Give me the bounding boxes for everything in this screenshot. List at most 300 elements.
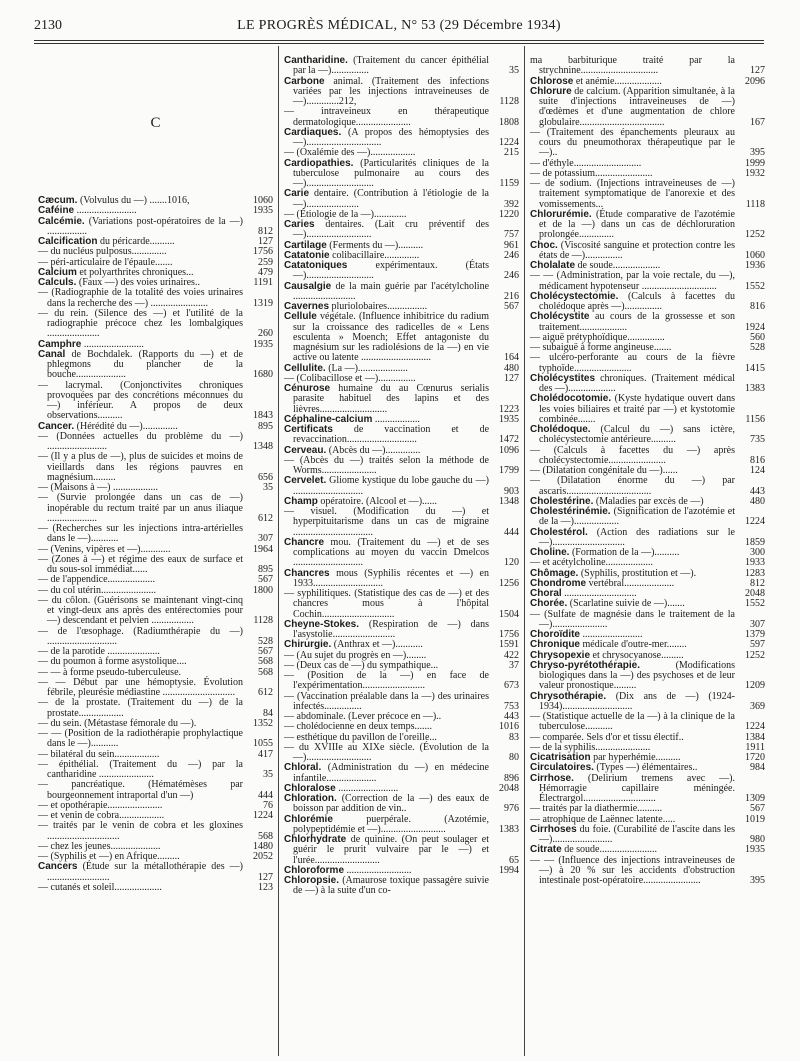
page-ref: 2048 [499, 782, 519, 794]
page-ref: 1924 [745, 321, 765, 333]
page-ref: 1159 [499, 178, 519, 189]
entry-headword: Cerveau. [284, 444, 327, 456]
entry-text: (Dix ans de —) (1924-1934)............................ [539, 690, 736, 712]
page-ref: 1720 [745, 752, 765, 763]
entry-text: — du poumon à forme asystolique.... [38, 656, 187, 668]
page-ref: 1383 [745, 383, 765, 394]
page-ref: 2096 [745, 75, 765, 87]
entry-text: — (Maisons à —) .................. [38, 482, 158, 493]
page-ref: 35 [509, 65, 519, 77]
entry-text: animal. (Traitement des infections variées par les injections intraveineuses de —).............212, [293, 75, 489, 107]
entry-text: — bilatéral du sein.................. [38, 748, 160, 760]
entry-headword: Calcium [38, 266, 77, 278]
page-ref: 392 [504, 198, 519, 210]
entry-text: — (Sulfate de magnésie dans le traitement de la —)...................... [530, 608, 735, 630]
page-ref: 1911 [745, 741, 765, 753]
entry-headword: Cénurose [284, 383, 331, 394]
page-ref: 1591 [499, 639, 519, 651]
page-ref: 76 [263, 799, 273, 811]
entry-text: — (Traitement des épanchements pleuraux au cours du pneumothorax thérapeutique par le —).. [530, 126, 735, 159]
entry-text: (Correction de la —) des eaux de boisson par addition de vin.. [293, 793, 490, 815]
page-ref: 83 [509, 731, 519, 743]
page-ref: 1935 [253, 205, 273, 217]
page-ref: 167 [750, 116, 765, 128]
page-ref: 1055 [253, 738, 273, 750]
page-ref: 1016 [499, 721, 519, 733]
entry-text: — pancréatique. (Hématémèses par bourgeonnement intraportal d'un —) [38, 779, 243, 801]
entry-text: — du sein. (Métastase fémorale du —). [38, 717, 197, 729]
entry-headword: Cholestérine. [530, 495, 594, 507]
entry-text: — de l'appendice................... [38, 574, 156, 586]
entry-text: .................. [374, 413, 420, 425]
entry-headword: Cardiaques. [284, 126, 342, 138]
entry-text: (Types —) élémentaires.. [596, 762, 698, 774]
page-ref: 976 [504, 803, 519, 815]
page-ref: 2052 [253, 851, 273, 862]
page-ref: 1379 [745, 629, 765, 640]
entry-text: (Étude comparative de l'azotémie et de la —) dans un cas de déchloruration prolongée.............. [539, 208, 735, 241]
entry-headword: Cholédoque. [530, 424, 591, 435]
index-entry [284, 876, 519, 897]
index-entry [530, 87, 765, 128]
index-column-2 [284, 56, 519, 897]
entry-text: dentaire. (Contribution à l'étiologie de la —)..................... [293, 188, 489, 210]
index-entry [530, 56, 765, 77]
page-ref: 896 [504, 772, 519, 784]
page-ref: 1118 [745, 198, 765, 210]
page-ref: 1932 [745, 167, 765, 179]
entry-text: Gliome kystique du lobe gauche du —) ............................ [293, 475, 489, 497]
page-ref: 1224 [745, 516, 765, 528]
entry-text: de calcium. (Apparition simultanée, à la suite d'injections intraveineuses de —) d'œdèmes et d'une augmentation de chlore globulaire.................................. [539, 85, 735, 128]
entry-headword: Catatonie [284, 249, 330, 261]
entry-text: colibacillaire.............. [332, 249, 420, 261]
entry-headword: Cholalate [530, 260, 576, 271]
entry-headword: Cardiopathies. [284, 157, 354, 169]
index-entry [38, 821, 273, 842]
entry-headword: Chloral. [284, 762, 322, 774]
page-ref: 1224 [745, 721, 765, 733]
entries-column-3 [530, 56, 765, 886]
entry-headword: Cholécystites [530, 372, 596, 384]
entry-text: — chez les jeunes.................... [38, 840, 161, 852]
page-ref: 307 [258, 533, 273, 545]
entry-headword: Circulatoires. [530, 762, 594, 774]
index-entry [284, 692, 519, 713]
index-entry [38, 288, 273, 309]
entry-headword: Chorée. [530, 598, 568, 610]
entry-text: du foie. (Curabilité de l'ascite dans les —)........................ [539, 823, 736, 845]
entry-text: (Volvulus du —) .......1016, [79, 195, 190, 206]
entry-text: vertébral.................... [588, 577, 675, 589]
entry-headword: Chlorure [530, 85, 572, 97]
page-ref: 216 [504, 290, 519, 302]
page-ref: 37 [509, 659, 519, 671]
index-entry [284, 425, 519, 446]
page-ref: 1283 [745, 567, 765, 579]
entry-headword: Champ [284, 495, 318, 507]
page-ref: 984 [750, 762, 765, 774]
entry-text: — — (Administration, par la voie rectale, du —), médicament hypotenseur .............................. [530, 270, 735, 292]
entry-text: (Anthrax et —)........... [333, 639, 423, 651]
page-ref: 1756 [499, 629, 519, 640]
entry-text: — (Dilatation énorme du —) par ascaris.................................. [530, 475, 735, 497]
index-entry [530, 374, 765, 395]
index-entry [284, 128, 519, 149]
entry-text: — syphilitiques. (Statistique des cas de —) et des chancres mous à l'hôpital Cochin............................. [284, 588, 489, 620]
entry-text: (Ferments du —).......... [329, 239, 424, 251]
index-entry [38, 524, 273, 545]
index-entry [284, 56, 519, 77]
journal-title: LE PROGRÈS MÉDICAL, N° 53 (29 Décembre 1934) [237, 18, 561, 33]
entry-text: — subaiguë à forme angineuse....... [530, 342, 672, 353]
page-ref: 123 [258, 881, 273, 893]
index-entry [284, 107, 519, 128]
page-ref: 895 [258, 564, 273, 575]
entry-text: — du rein. (Silence des —) et l'utilité de la radiographie précoce chez les lombalgiques ..................... [38, 307, 243, 340]
page-ref: 65 [509, 854, 519, 866]
page-ref: 567 [504, 301, 519, 312]
page-ref: 1935 [745, 844, 765, 856]
entry-text: (Calculs à facettes du cholédoque après —)............... [539, 290, 736, 312]
entry-text: de vaccination et de revaccination............................ [293, 424, 490, 446]
entries-column-1 [38, 196, 273, 893]
entry-text: et anémie................... [575, 75, 662, 87]
page-ref: 1191 [253, 277, 273, 288]
entry-text: ........................ [76, 205, 137, 217]
index-entry [38, 678, 273, 699]
page-ref: 1383 [499, 823, 519, 835]
index-entry [530, 128, 765, 159]
index-entry [284, 220, 519, 241]
entry-text: mou. (Traitement du —) et de ses complications au moyen du vaccin Dmelcos ............................ [293, 536, 489, 569]
index-entry [530, 446, 765, 467]
entry-text: — (Oxalémie des —).................. [284, 147, 416, 159]
page-ref: 1348 [499, 495, 519, 507]
entry-text: — abdominale. (Lever précoce en —).. [284, 711, 442, 722]
entry-text: (La —).................... [328, 362, 408, 374]
entry-text: — (Syphilis et —) en Afrique......... [38, 851, 180, 862]
index-entry [530, 241, 765, 262]
index-entry [284, 384, 519, 415]
page-ref: 1252 [745, 649, 765, 661]
entry-text: et polyarthrites chroniques... [79, 266, 194, 278]
index-entry [38, 217, 273, 238]
entry-headword: Cholestérinémie. [530, 506, 611, 517]
page-ref: 246 [504, 249, 519, 261]
entry-text: de la main guérie par l'acétylcholine ......................... [293, 280, 490, 302]
index-entry [530, 856, 765, 887]
entry-headword: Cantharidine. [284, 55, 348, 66]
page-ref: 528 [258, 635, 273, 647]
index-entry [284, 507, 519, 538]
index-entry [284, 620, 519, 641]
entry-text: mous (Syphilis récentes et —) en 1933............................ [293, 567, 489, 589]
entry-headword: Chlorurémie. [530, 208, 592, 220]
index-entry [38, 493, 273, 524]
entry-text: — visuel. (Modification du —) et hyperpituitarisme dans un cas de migraine ................................ [284, 506, 489, 538]
index-entry [284, 671, 519, 692]
index-entry [38, 729, 273, 750]
entry-headword: Chancres [284, 567, 330, 579]
page-ref: 1019 [745, 813, 765, 825]
entry-headword: Carie [284, 188, 310, 200]
page-ref: 528 [750, 342, 765, 353]
page-ref: 84 [263, 707, 273, 719]
page-ref: 1552 [745, 598, 765, 610]
page-ref: 1935 [499, 413, 519, 425]
entry-text: — de sodium. (Injections intraveineuses de —) traitement symptomatique de l'anorexie et des vomissements... [530, 178, 735, 210]
page-ref: 1936 [745, 260, 765, 271]
index-entry [530, 312, 765, 333]
entry-text: — d'éthyle........................... [530, 157, 642, 169]
entry-text: pluriolobaires................ [331, 301, 428, 312]
entry-text: — et acétylcholine................... [530, 557, 654, 569]
entry-text: ........................ [83, 338, 144, 350]
entry-headword: Chlorémie [284, 813, 333, 825]
page-ref: 1096 [499, 444, 519, 456]
entry-headword: Cervelet. [284, 475, 327, 487]
entry-text: — (Zones à —) et régime des eaux de surface et du sous-sol immédiat...... [38, 553, 243, 575]
entry-text: — — (Influence des injections intraveineuses de —) à 20 % sur les accidents d'obstruction intestinale post-opératoire....................... [530, 854, 735, 886]
page-ref: 567 [750, 803, 765, 815]
page-ref: 120 [504, 557, 519, 569]
entry-text: (Signification de l'azotémie et de la —).................. [539, 506, 735, 528]
entry-text: puerpérale. (Azotémie, polypeptidémie et —).......................... [293, 813, 489, 835]
entry-text: expérimentaux. (États —)........................... [293, 260, 489, 282]
page-ref: 1799 [499, 465, 519, 476]
entry-headword: Chancre [284, 536, 325, 548]
entry-text: — (Vaccination préalable dans la —) des urinaires infectés............... [284, 690, 489, 712]
entry-text: — traités par la diathermie.......... [530, 803, 663, 815]
entry-text: humaine du au Cœnurus serialis parasite habituel des lapins et des lièvres........................... [293, 383, 490, 415]
entry-headword: Chlorose [530, 75, 574, 87]
entry-text: — (Venins, vipères et —)............ [38, 543, 171, 555]
entry-text: — — à forme pseudo-tuberculeuse. [38, 666, 182, 678]
index-entry [284, 312, 519, 363]
entry-text: — cholédocienne en deux temps....... [284, 721, 433, 733]
entry-text: — atrophique de Laënnec latente..... [530, 813, 676, 825]
entry-text: (Amaurose toxique passagère suivie de —) à la suite d'un co- [293, 875, 489, 897]
entry-text: opératoire. (Alcool et —)...... [320, 495, 438, 507]
index-entry [284, 794, 519, 815]
entry-headword: Calculs. [38, 277, 77, 288]
entry-text: au cours de la grossesse et son traitement................... [539, 311, 736, 333]
index-entry [38, 780, 273, 801]
page-ref: 369 [750, 700, 765, 712]
page-ref: 35 [263, 769, 273, 780]
entry-headword: Cholécystectomie. [530, 290, 619, 302]
page-ref: 422 [504, 649, 519, 661]
running-header [34, 18, 764, 36]
page-ref: 35 [263, 482, 273, 493]
entry-headword: Chloralose [284, 782, 336, 794]
entry-headword: Chrysothérapie. [530, 690, 607, 702]
entry-text: (Scarlatine suivie de —)....... [569, 598, 685, 610]
entry-text: (Hérédité du —).............. [76, 420, 178, 432]
index-entry [284, 77, 519, 108]
entry-headword: Chloropsie. [284, 875, 340, 886]
column-divider-1 [278, 46, 279, 1056]
entry-text: ma barbiturique traité par la strychnine............................... [530, 55, 735, 77]
entry-headword: Camphre [38, 338, 82, 350]
page-ref: 127 [258, 236, 273, 247]
index-entry [284, 261, 519, 282]
index-entry [284, 763, 519, 784]
page-ref: 1472 [499, 434, 519, 446]
page-ref: 246 [504, 270, 519, 282]
page-ref: 1415 [745, 362, 765, 374]
entry-text: (Traitement du cancer épithélial par la —)............... [293, 55, 490, 77]
index-column-3 [530, 56, 765, 886]
page-ref: 1256 [499, 577, 519, 589]
page-ref: 127 [750, 65, 765, 77]
page-ref: 568 [258, 830, 273, 842]
page-ref: 1156 [745, 413, 765, 425]
entry-text: — et venin de cobra.................. [38, 810, 165, 821]
entry-text: — (Dilatation congénitale du —)...... [530, 465, 678, 476]
page-ref: 395 [750, 147, 765, 159]
index-entry [284, 835, 519, 866]
entry-text: (Viscosité sanguine et protection contre les états de —)............... [539, 239, 735, 261]
page-ref: 395 [750, 875, 765, 886]
entry-text: — (Recherches sur les injections intra-artérielles dans le —)........... [38, 523, 243, 545]
page-ref: 444 [258, 789, 273, 801]
page-ref: 1935 [253, 338, 273, 350]
index-entry [530, 353, 765, 374]
page-ref: 1352 [253, 717, 273, 729]
page-ref: 307 [750, 618, 765, 630]
page-ref: 443 [750, 485, 765, 497]
entry-text: — de la parotide ..................... [38, 646, 160, 657]
entry-text: — (Colibacillose et —)............... [284, 372, 416, 384]
entry-headword: Céphaline-calcium [284, 413, 373, 425]
entry-text: de soude................... [577, 260, 661, 271]
page-ref: 1800 [253, 584, 273, 596]
page-ref: 961 [504, 239, 519, 251]
index-entry [284, 189, 519, 210]
index-entry [38, 862, 273, 883]
entry-text: — aiguë prétyphoïdique............... [530, 331, 665, 343]
page-ref: 480 [504, 362, 519, 374]
page-ref: 612 [258, 687, 273, 698]
page-ref: 1128 [253, 615, 273, 627]
entry-text: .......................... [346, 864, 412, 876]
index-entry [530, 661, 765, 692]
entry-headword: Cellule [284, 311, 317, 323]
entry-headword: Catatoniques [284, 260, 348, 271]
entry-headword: Canal [38, 348, 66, 360]
entry-text: par hyperhémie.......... [593, 752, 681, 763]
page-ref: 1309 [745, 793, 765, 804]
entry-headword: Chloration. [284, 793, 337, 804]
page-ref: 259 [258, 256, 273, 268]
entry-headword: Chondrome [530, 577, 587, 589]
entry-headword: Choline. [530, 547, 570, 558]
page-ref: 816 [750, 454, 765, 466]
entry-text: (Modifications biologiques dans la —) des psychoses et de leur valeur pronostique......... [539, 659, 735, 692]
entry-text: chroniques. (Traitement médical des —)................... [539, 372, 735, 394]
entry-text: (Particularités cliniques de la tuberculose pulmonaire au cours des —)........................... [293, 157, 489, 189]
index-entry [38, 698, 273, 719]
entries-column-2 [284, 56, 519, 897]
entry-headword: Cholestérol. [530, 526, 588, 538]
page-ref: 1224 [499, 137, 519, 148]
page-ref: 597 [750, 639, 765, 651]
index-entry [530, 774, 765, 805]
entry-text: et chrysocyanose......... [592, 649, 684, 661]
page-ref: 568 [258, 666, 273, 678]
index-entry [38, 452, 273, 483]
entry-headword: Certificats [284, 424, 333, 435]
page-ref: 124 [750, 465, 765, 476]
entry-text: — (Au sujet du progrès en —)........ [284, 649, 427, 661]
entry-text: — de la syphilis...................... [530, 741, 651, 753]
page-ref: 1859 [745, 536, 765, 548]
page-ref: 1552 [745, 280, 765, 292]
page-ref: 735 [750, 434, 765, 446]
entry-text: — (Il y a plus de —), plus de suicides et moins de vieillards dans les régions pauvres en magnésium......... [38, 451, 243, 483]
page-ref: 560 [750, 331, 765, 343]
page-ref: 1680 [253, 369, 273, 381]
entry-text: — péri-articulaire de l'épaule....... [38, 256, 173, 268]
entry-headword: Cholécystite [530, 311, 590, 323]
entry-text: — et opothérapie...................... [38, 799, 163, 811]
page-ref: 2048 [745, 588, 765, 599]
entry-text: — du côlon. (Guérisons se maintenant vingt-cinq et vingt-deux ans après des entérectomies pour —) descendant et pelvien ................. [38, 594, 243, 627]
index-entry [530, 610, 765, 631]
entry-text: — esthétique du pavillon de l'oreille... [284, 731, 437, 743]
header-rule-2 [34, 43, 764, 44]
page-ref: 1999 [745, 157, 765, 169]
entry-text: (Syphilis, prostitution et —). [580, 567, 697, 579]
entry-text: médicale d'outre-mer........ [582, 639, 687, 651]
section-letter: C [150, 115, 161, 131]
index-entry [284, 456, 519, 477]
entry-text: — (Position de la —) en face de l'expérimentation......................... [284, 670, 489, 692]
index-entry [530, 528, 765, 549]
index-entry [284, 538, 519, 569]
entry-text: — épithélial. (Traitement du —) par la cantharidine ...................... [38, 758, 243, 780]
page-ref: 164 [504, 352, 519, 364]
page-ref: 673 [504, 680, 519, 692]
entry-text: — du col utérin...................... [38, 584, 157, 596]
entry-headword: Cellulite. [284, 362, 326, 374]
page-ref: 1808 [499, 116, 519, 128]
page-ref: 215 [504, 147, 519, 159]
entry-text: — du XVIIIe au XIXe siècle. (Évolution de la —).......................... [284, 741, 489, 763]
entry-text: — de la prostate. (Traitement du —) de la prostate.................. [38, 697, 243, 719]
page-ref: 1504 [499, 608, 519, 620]
page-ref: 127 [504, 372, 519, 384]
entry-headword: Cavernes [284, 301, 330, 312]
entry-headword: Chômage. [530, 567, 579, 579]
entry-text: dentaires. (Lait cru préventif des —).......................... [293, 219, 489, 241]
page-ref: 1480 [253, 840, 273, 852]
page-ref: 1224 [253, 810, 273, 821]
page-ref: 1319 [253, 297, 273, 309]
entry-text: (Maladies par excès de —) [595, 495, 704, 507]
page-ref: 80 [509, 752, 519, 763]
page-number: 2130 [34, 18, 62, 33]
index-entry [284, 569, 519, 590]
page-ref: 127 [258, 871, 273, 883]
entry-headword: Chrysopexie [530, 649, 591, 661]
column-divider-2 [524, 46, 525, 1056]
index-entry [530, 507, 765, 528]
page-ref: 903 [504, 485, 519, 497]
page-ref: 1223 [499, 403, 519, 415]
